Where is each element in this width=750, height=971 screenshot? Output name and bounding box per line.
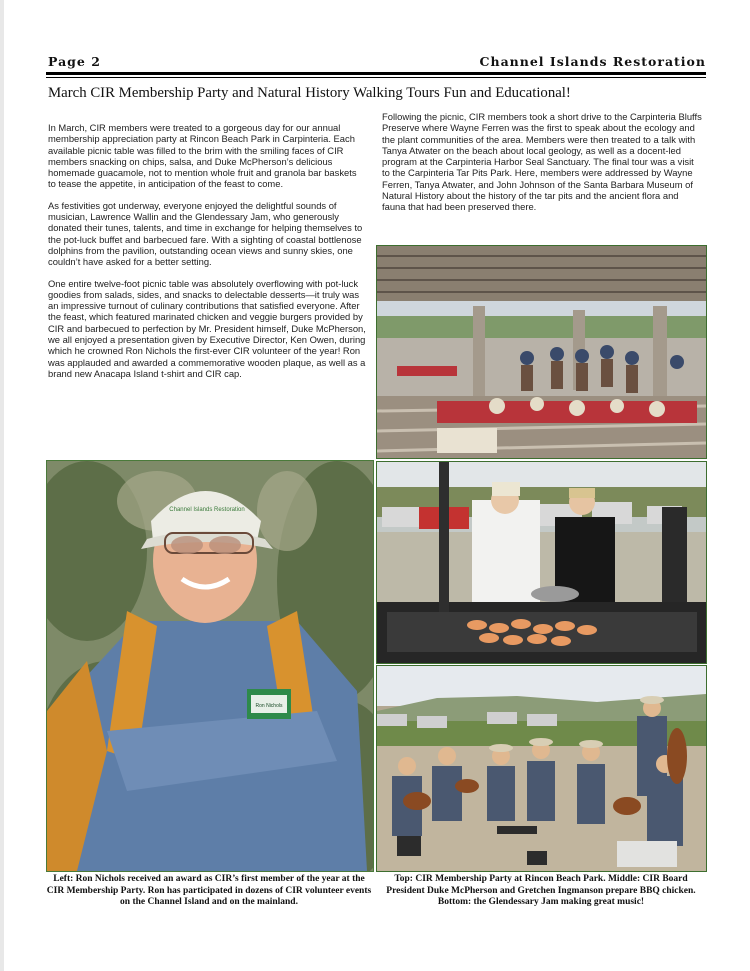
photo-glendessary-jam (376, 665, 707, 872)
article-paragraph: As festivities got underway, everyone enjoyed the delightful sounds of musician, Lawrence Wallin and the Glendessary Jam, who generously donated their tunes, talents, and time in exchange for helping themselves to the pot-luck buffet and barbecued fare. With a sighting of coastal bottlenose dolphins from the pavilion, outstanding ocean views and sunny skies, one couldn’t have asked for a better setting. (48, 199, 363, 268)
article-paragraph: One entire twelve-foot picnic table was absolutely overflowing with pot-luck goodies from salads, sides, and snacks to delectable desserts—it truly was an impressive turnout of culinary contributions that satisfied everyone. After the feast, which featured marinated chicken and veggie burgers provided by CIR and barbecued to perfection by Mr. President himself, Duke McPherson, we all enjoyed a presentation given by Executive Director, Ken Owen, during which he crowned Ron Nichols the first-ever CIR volunteer of the year! Ron was applauded and awarded a commemorative wooden plaque, as well as a brand new Anacapa Island t-shirt and CIR cap. (48, 277, 366, 379)
photo-caption-left: Left: Ron Nichols received an award as CIR’s first member of the year at the CIR Membership Party. Ron has participated in dozens of CIR volunteer events on the Channel Island and on the mainland. (46, 874, 372, 907)
article-column-left (48, 122, 366, 389)
organization-name: Channel Islands Restoration (479, 54, 706, 69)
badge-label: Ron Nichols (255, 703, 283, 709)
cap-logo-text: Channel Islands Restoration (169, 507, 245, 513)
photo-bbq-grill (376, 461, 707, 664)
article-paragraph: In March, CIR members were treated to a gorgeous day for our annual membership appreciation party at Rincon Beach Park in Carpinteria. Each available picnic table was filled to the brim with the smiling faces of CIR members snacking on chips, salsa, and Duke McPherson’s delicious homemade guacamole, not to mention whole fruit and granola bar baskets to tease the appetite, in anticipation of the feast to come. (48, 122, 357, 190)
article-headline: March CIR Membership Party and Natural History Walking Tours Fun and Educational! (48, 85, 571, 101)
article-column-right (382, 111, 704, 223)
photo-picnic-pavilion (376, 245, 707, 459)
page-number: Page 2 (48, 54, 101, 69)
article-paragraph: Following the picnic, CIR members took a short drive to the Carpinteria Bluffs Preserve where Wayne Ferren was the first to speak about the ecology and the plant communities of the area. Members were then treated to a talk with Tanya Atwater on the beach about local geology, as well as a docent-led program at the Carpinteria Harbor Seal Sanctuary. The final tour was a visit to the Carpinteria Tar Pits Park. Here, members were addressed by Wayne Ferren, Tanya Atwater, and John Johnson of the Santa Barbara Museum of Natural History about the history of the tar pits and the ancient flora and fauna that had been preserved there. (382, 111, 702, 213)
photo-caption-right: Top: CIR Membership Party at Rincon Beach Park. Middle: CIR Board President Duke McPherson and Gretchen Ingmanson prepare BBQ chicken. Bottom: the Glendessary Jam making great music! (386, 874, 696, 907)
header-rule-thick (46, 72, 706, 75)
page-edge (0, 0, 4, 971)
photo-ron-nichols (46, 460, 374, 872)
header-rule-thin (46, 77, 706, 78)
